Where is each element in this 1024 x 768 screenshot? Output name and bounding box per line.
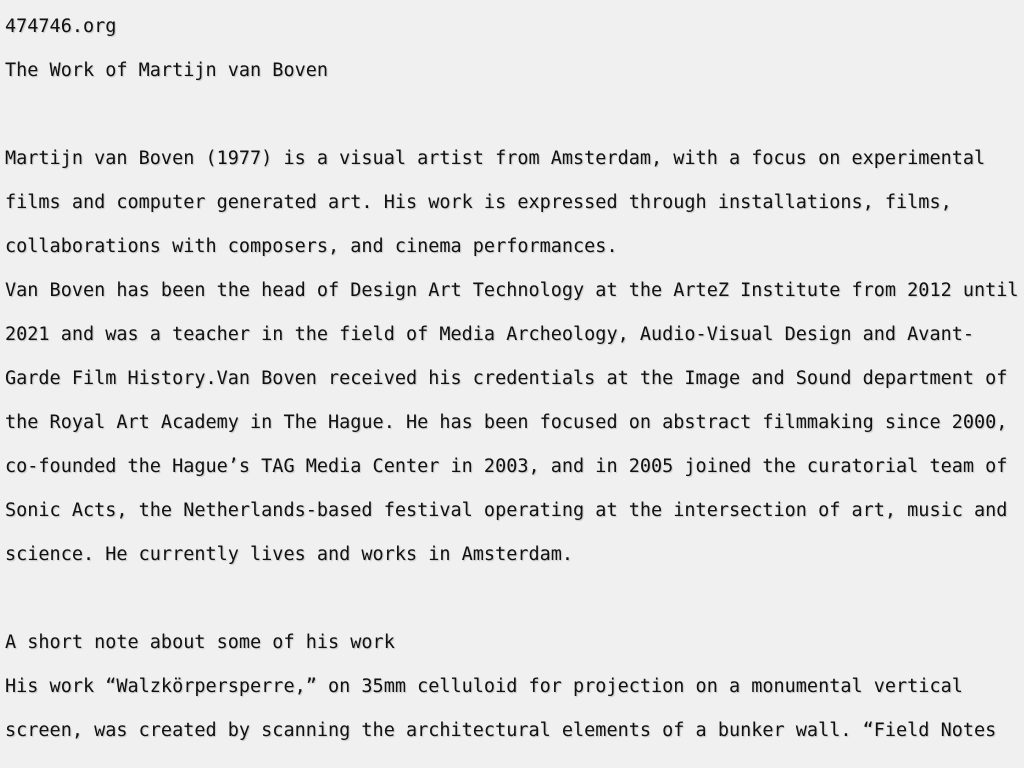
spacer xyxy=(5,577,1021,621)
work-paragraph-1: His work “Walzkörpersperre,” on 35mm celluloid for projection on a monumental vertical screen, was created by scanning the architectural elements of a bunker wall. “Field Notes xyxy=(5,676,997,741)
bio-paragraph-2: Van Boven has been the head of Design Art Technology at the ArteZ Institute from 2012 until 2021 and was a teacher in the field of Media Archeology, Audio-Visual Design and Avant-Garde Film History.Van Boven received his credentials at the Image and Sound department of the Royal Art Academy in The Hague. He has been focused on abstract filmmaking since 2000, co-founded the Hague’s TAG Media Center in 2003, and in 2005 joined the curatorial team of Sonic Acts, the Netherlands-based festival operating at the intersection of art, music and science. He currently lives and works in Amsterdam. xyxy=(5,280,1019,565)
spacer xyxy=(5,93,1021,137)
page-title: The Work of Martijn van Boven xyxy=(5,60,329,81)
bio-paragraph-1: Martijn van Boven (1977) is a visual artist from Amsterdam, with a focus on experimental films and computer generated art. His work is expressed through installations, films, collaborations with composers, and cinema performances. xyxy=(5,148,986,257)
site-domain-link[interactable]: 474746.org xyxy=(5,16,117,37)
page-content xyxy=(5,5,1021,753)
work-heading: A short note about some of his work xyxy=(5,632,395,653)
